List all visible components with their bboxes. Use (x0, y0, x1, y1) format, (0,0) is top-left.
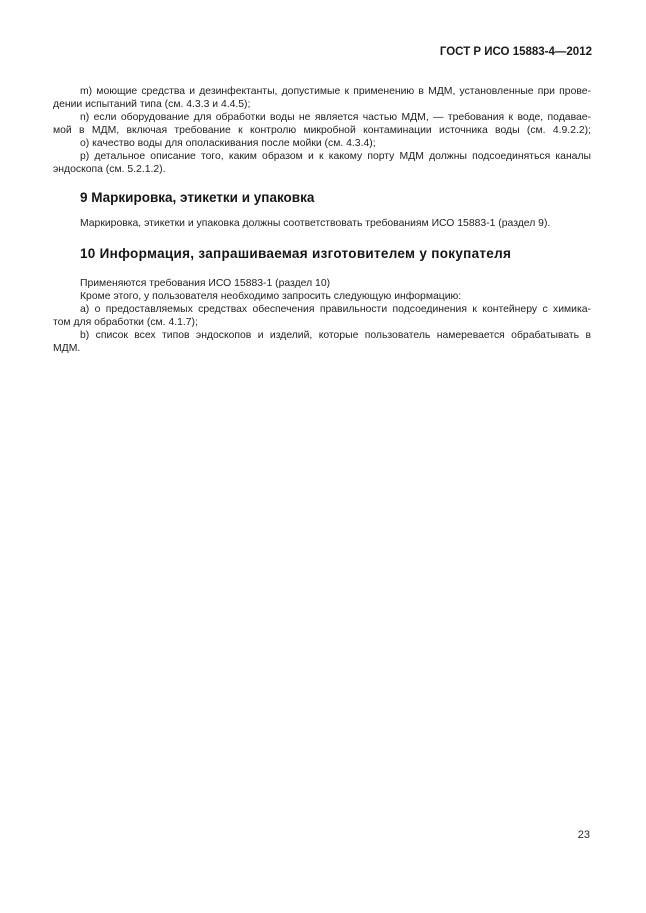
list-item-p-line-1: р) детальное описание того, каким образом и к какому порту МДМ должны подсоединяться каналы (80, 151, 591, 162)
list-item-p (53, 150, 591, 176)
list-item-o (53, 137, 591, 150)
list-item-m-line-2: дении испытаний типа (см. 4.3.3 и 4.4.5); (53, 99, 251, 110)
section-10-heading: 10 Информация, запрашиваемая изготовителем у покупателя (80, 246, 512, 261)
list-item-b-line-2: МДМ. (53, 343, 81, 354)
list-item-o-line-1: о) качество воды для ополаскивания после мойки (см. 4.3.4); (80, 138, 376, 149)
list-item-a-line-1: а) о предоставляемых средствах обеспечения правильности подсоединения к контейнеру с химика- (80, 304, 591, 315)
list-item-n (53, 111, 591, 137)
list-item-b-line-1: b) список всех типов эндоскопов и изделий, которые пользователь намеревается обрабатывать в (80, 330, 591, 341)
section-10-intro-2 (53, 290, 591, 303)
section-9-body-line: Маркировка, этикетки и упаковка должны соответствовать требованиям ИСО 15883-1 (раздел 9). (80, 218, 551, 229)
list-item-b (53, 329, 591, 355)
document-header-code: ГОСТ Р ИСО 15883-4—2012 (439, 46, 592, 58)
section-10-intro-1-line: Применяются требования ИСО 15883-1 (раздел 10) (80, 278, 331, 289)
section-9-body (53, 217, 591, 230)
list-item-a-line-2: том для обработки (см. 4.1.7); (53, 317, 198, 328)
list-item-a (53, 303, 591, 329)
section-10-intro-1 (53, 277, 591, 290)
document-content (53, 0, 591, 355)
section-10-intro-2-line: Кроме этого, у пользователя необходимо запросить следующую информацию: (80, 291, 462, 302)
list-item-p-line-2: эндоскопа (см. 5.2.1.2). (53, 164, 166, 175)
section-9-heading: 9 Маркировка, этикетки и упаковка (80, 190, 315, 205)
list-item-m (53, 85, 591, 111)
list-item-n-line-2: мой в МДМ, включая требование к контролю микробной контаминации источника воды (см. 4.9.2.2); (53, 125, 591, 136)
page-number: 23 (577, 829, 590, 841)
list-item-n-line-1: n) если оборудование для обработки воды не является частью МДМ, — требования к воде, подавае- (80, 112, 591, 123)
list-item-m-line-1: m) моющие средства и дезинфектанты, допустимые к применению в МДМ, установленные при прове- (80, 86, 591, 97)
